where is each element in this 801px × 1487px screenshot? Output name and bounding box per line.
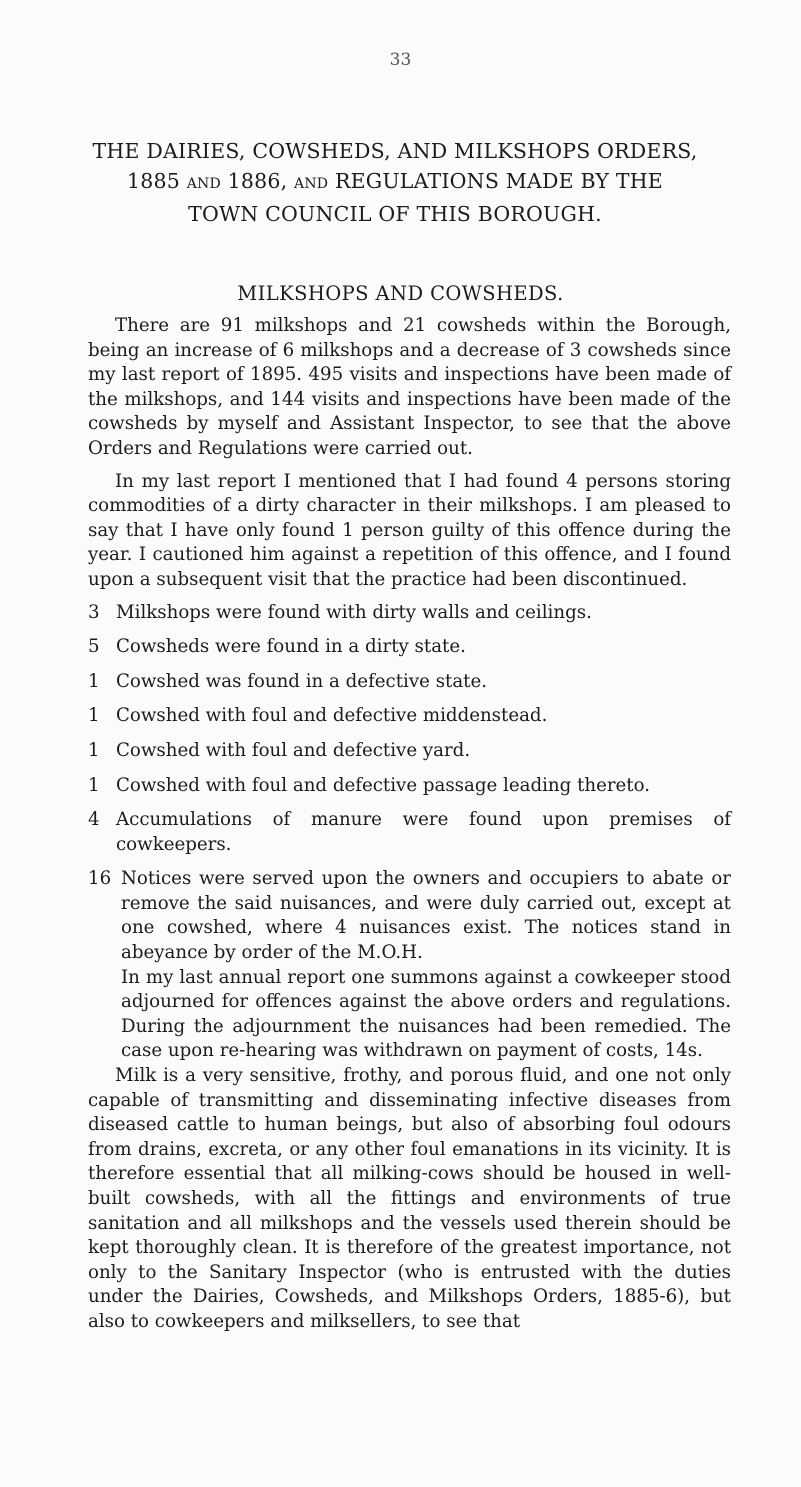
page-number: 33: [389, 50, 412, 70]
list-item: [88, 739, 731, 764]
paragraph-milk: Milk is a very sensitive, frothy, and porous fluid, and one not only capable of transmitting and disseminating infective diseases from diseased cattle to human beings, but also of absorbing foul odours from drains, excreta, or any other foul emanations in its vicinity. It is therefore essential that all milking-cows should be housed in well-built cowsheds, with all the fittings and environments of true sanitation and all milkshops and the vessels used therein should be kept thoroughly clean. It is therefore of the greatest importance, not only to the Sanitary Inspector (who is entrusted with the duties under the Dairies, Cowsheds, and Milkshops Orders, 1885-6), but also to cowkeepers and milksellers, to see that: [88, 1065, 731, 1332]
list-item: [88, 704, 731, 729]
list-item: [88, 670, 731, 695]
list-item-number: 5: [88, 636, 100, 658]
heading-line-2: [60, 166, 730, 199]
list-item-text: Cowsheds were found in a dirty state.: [116, 636, 466, 658]
notices-item: [88, 867, 731, 1064]
heading-and-2: AND: [294, 176, 329, 192]
body-text: [88, 314, 731, 1335]
list-item-text: Milkshops were found with dirty walls and ceilings.: [116, 601, 592, 623]
heading-line-3: TOWN COUNCIL OF THIS BOROUGH.: [188, 202, 602, 226]
list-item-number: 1: [88, 739, 100, 761]
list-item-text: Cowshed with foul and defective passage leading thereto.: [116, 774, 651, 796]
findings-list: [88, 601, 731, 858]
list-item: [88, 601, 731, 626]
notices-number: 16: [88, 868, 112, 890]
heading-and-1: AND: [186, 176, 221, 192]
list-item-number: 4: [88, 809, 100, 831]
list-item-text: Cowshed with foul and defective yard.: [116, 739, 471, 761]
notices-text: Notices were served upon the owners and occupiers to abate or remove the said nuisances, and were duly carried out, except at one cowshed, where 4 nuisances exist. The notices stand in abeyance by order of the M.O.H.: [121, 868, 731, 964]
list-item-text: Cowshed was found in a defective state.: [116, 670, 488, 692]
paragraph-adjourned-summons: In my last annual report one summons against a cowkeeper stood adjourned for offences against the above orders and regulations. During the adjournment the nuisances had been remedied. The case upon re-hearing was withdrawn on payment of costs, 14s.: [121, 966, 731, 1062]
heading-year-1885: 1885: [127, 169, 181, 193]
paragraph-dirty-commodities: In my last report I mentioned that I had found 4 persons storing commodities of a dirty character in their milkshops. I am pleased to say that I have only found 1 person guilty of this offence during the year. I cautioned him against a repetition of this offence, and I found upon a subsequent visit that the practice had been discontinued.: [88, 470, 731, 590]
heading-year-1886: 1886,: [227, 169, 288, 193]
list-item: [88, 635, 731, 660]
heading-regulations: REGULATIONS MADE BY THE: [334, 169, 663, 193]
section-title: MILKSHOPS AND COWSHEDS.: [237, 282, 564, 305]
list-item-number: 1: [88, 705, 100, 727]
paragraph-counts: There are 91 milkshops and 21 cowsheds within the Borough, being an increase of 6 milkshops and a decrease of 3 cowsheds since my last report of 1895. 495 visits and inspections have been made of the milkshops, and 144 visits and inspections have been made of the cowsheds by myself and Assistant Inspector, to see that the above Orders and Regulations were carried out.: [88, 315, 731, 459]
document-heading: [60, 136, 730, 229]
list-item-text: Cowshed with foul and defective middenstead.: [116, 705, 548, 727]
list-item-number: 1: [88, 670, 100, 692]
list-item-number: 3: [88, 601, 100, 623]
list-item: [88, 808, 731, 857]
list-item-text: Accumulations of manure were found upon premises of cowkeepers.: [116, 809, 731, 855]
list-item-number: 1: [88, 774, 100, 796]
list-item: [88, 774, 731, 799]
heading-line-1: THE DAIRIES, COWSHEDS, AND MILKSHOPS ORDERS,: [92, 139, 698, 163]
